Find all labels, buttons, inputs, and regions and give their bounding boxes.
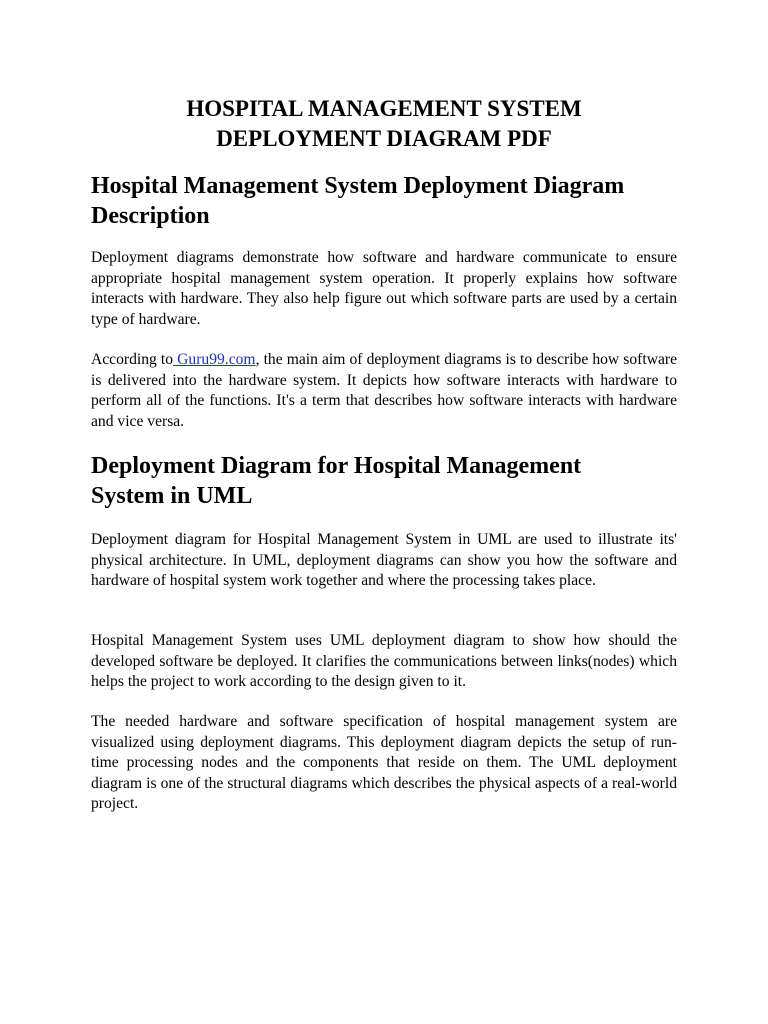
paragraph-guru99-suffix: , the main aim of deployment diagrams is to describe how software is delivered into the hardware system. It depicts how software interacts with hardware to perform all of the functions. It's a term that describes how software interacts with hardware and vice versa. xyxy=(91,351,677,430)
document-title xyxy=(91,94,677,154)
paragraph-guru99-reference xyxy=(91,350,677,432)
paragraph-uml-architecture: Deployment diagram for Hospital Management System in UML are used to illustrate its' physical architecture. In UML, deployment diagrams can show you how the software and hardware of hospital system work together and where the processing takes place. xyxy=(91,531,677,590)
section-heading-description-line-2: Description xyxy=(91,203,210,229)
paragraph-deployment-intro: Deployment diagrams demonstrate how software and hardware communicate to ensure appropriate hospital management system operation. It properly explains how software interacts with hardware. They also help figure out which software parts are used by a certain type of hardware. xyxy=(91,249,677,328)
section-heading-uml-line-1: Deployment Diagram for Hospital Management xyxy=(91,453,582,479)
document-title-line-2: DEPLOYMENT DIAGRAM PDF xyxy=(216,126,552,151)
paragraph-guru99-prefix: According to xyxy=(91,351,174,368)
guru99-link[interactable]: Guru99.com xyxy=(173,351,256,368)
document-title-line-1: HOSPITAL MANAGEMENT SYSTEM xyxy=(186,96,582,121)
paragraph-uml-deployment: Hospital Management System uses UML deployment diagram to show how should the developed software be deployed. It clarifies the communications between links(nodes) which helps the project to work according to the design given to it. xyxy=(91,632,677,691)
section-heading-uml-line-2: System in UML xyxy=(91,483,253,509)
section-heading-description xyxy=(91,171,677,231)
section-heading-uml xyxy=(91,451,677,511)
section-heading-description-line-1: Hospital Management System Deployment Diagram xyxy=(91,173,625,199)
paragraph-hardware-software-spec: The needed hardware and software specification of hospital management system are visualized using deployment diagrams. This deployment diagram depicts the setup of run-time processing nodes and the components that reside on them. The UML deployment diagram is one of the structural diagrams which describes the physical aspects of a real-world project. xyxy=(91,713,677,813)
